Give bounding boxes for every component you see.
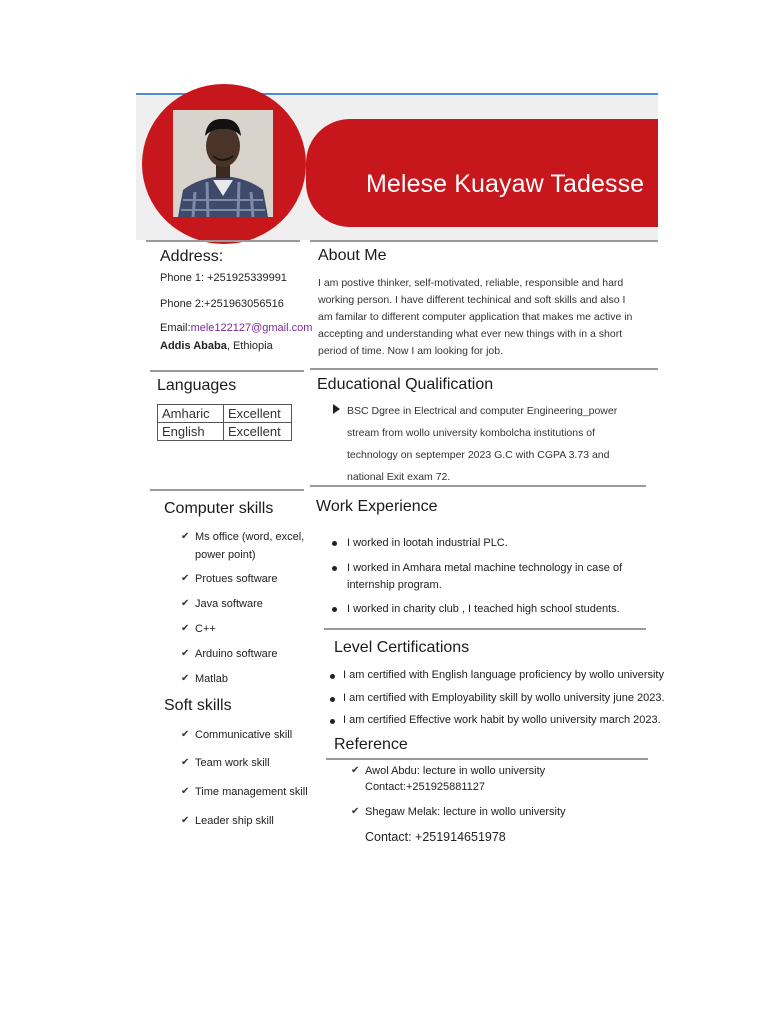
work-rule xyxy=(310,485,646,487)
education-line: technology on septemper 2023 G.C with CGPA 3.73 and xyxy=(347,449,610,461)
address-heading: Address: xyxy=(160,248,224,265)
certifications-rule xyxy=(324,628,646,630)
check-icon: ✔ xyxy=(181,786,190,797)
list-item: Communicative skill xyxy=(195,729,293,741)
check-icon: ✔ xyxy=(181,531,190,542)
check-icon: ✔ xyxy=(181,673,190,684)
bullet-dot-icon xyxy=(330,674,335,679)
languages-table xyxy=(157,404,292,441)
language-level: Excellent xyxy=(224,405,292,423)
list-item: internship program. xyxy=(347,579,442,591)
language-name: Amharic xyxy=(158,405,224,423)
table-row xyxy=(158,423,292,441)
list-item: Shegaw Melak: lecture in wollo university xyxy=(365,806,566,818)
list-item: Ms office (word, excel, xyxy=(195,531,305,543)
list-item: C++ xyxy=(195,623,216,635)
check-icon: ✔ xyxy=(181,598,190,609)
list-item: Contact: +251914651978 xyxy=(365,830,506,844)
check-icon: ✔ xyxy=(181,815,190,826)
list-item: Team work skill xyxy=(195,757,270,769)
education-line: stream from wollo university kombolcha institutions of xyxy=(347,427,596,439)
address-rule xyxy=(146,240,300,242)
bullet-dot-icon xyxy=(330,697,335,702)
about-line: am familar to different computer application that makes me active in xyxy=(318,311,633,323)
list-item: Time management skill xyxy=(195,786,308,798)
bullet-dot-icon xyxy=(332,566,337,571)
about-text xyxy=(318,275,648,360)
list-item: Leader ship skill xyxy=(195,815,274,827)
education-text xyxy=(347,400,646,488)
certifications-heading: Level Certifications xyxy=(334,639,470,656)
list-item: Arduino software xyxy=(195,648,278,660)
language-name: English xyxy=(158,423,224,441)
soft-skills-heading: Soft skills xyxy=(164,697,232,714)
bullet-dot-icon xyxy=(330,719,335,724)
about-rule xyxy=(310,240,658,242)
work-heading: Work Experience xyxy=(316,498,438,515)
list-item: Protues software xyxy=(195,573,278,585)
list-item: I am certified Effective work habit by wollo university march 2023. xyxy=(343,714,661,726)
languages-rule xyxy=(150,370,304,372)
person-name: Melese Kuayaw Tadesse xyxy=(366,170,645,198)
languages-heading: Languages xyxy=(157,377,237,394)
education-heading: Educational Qualification xyxy=(317,376,494,393)
phone-1: Phone 1: +251925339991 xyxy=(160,272,287,284)
email-label: Email: xyxy=(160,322,191,334)
city: Addis Ababa xyxy=(160,340,227,352)
reference-rule xyxy=(326,758,648,760)
check-icon: ✔ xyxy=(181,648,190,659)
about-line: I am postive thinker, self-motivated, reliable, responsible and hard xyxy=(318,277,624,289)
education-rule xyxy=(310,368,658,370)
table-row xyxy=(158,405,292,423)
email-line xyxy=(160,322,312,334)
education-line: national Exit exam 72. xyxy=(347,471,451,483)
list-item: I worked in Amhara metal machine technology in case of xyxy=(347,562,623,574)
computer-skills-heading: Computer skills xyxy=(164,500,274,517)
about-line: period of time. Now I am looking for job. xyxy=(318,345,504,357)
check-icon: ✔ xyxy=(351,765,360,776)
check-icon: ✔ xyxy=(181,573,190,584)
education-line: BSC Dgree in Electrical and computer Engineering_power xyxy=(347,405,618,417)
check-icon: ✔ xyxy=(351,806,360,817)
check-icon: ✔ xyxy=(181,623,190,634)
triangle-bullet-icon xyxy=(333,404,340,414)
person-photo-icon xyxy=(173,110,273,217)
computer-skills-rule xyxy=(150,489,304,491)
list-item: I am certified with Employability skill by wollo university june 2023. xyxy=(343,692,665,704)
list-item: I am certified with English language proficiency by wollo university xyxy=(343,669,664,681)
about-heading: About Me xyxy=(318,247,387,264)
list-item: I worked in charity club , I teached high school students. xyxy=(347,603,620,615)
bullet-dot-icon xyxy=(332,607,337,612)
about-line: accepting and understanding what ever new things with in a short xyxy=(318,328,623,340)
list-item: power point) xyxy=(195,549,256,561)
about-line: working person. I have different techinical and soft skills and also I xyxy=(318,294,626,306)
email-link[interactable]: mele122127@gmail.com xyxy=(190,322,313,334)
profile-photo xyxy=(173,110,273,217)
list-item: Awol Abdu: lecture in wollo university xyxy=(365,765,546,777)
list-item: Java software xyxy=(195,598,263,610)
reference-heading: Reference xyxy=(334,736,408,753)
language-level: Excellent xyxy=(224,423,292,441)
list-item: Matlab xyxy=(195,673,229,685)
list-item: I worked in lootah industrial PLC. xyxy=(347,537,508,549)
phone-2: Phone 2:+251963056516 xyxy=(160,298,284,310)
check-icon: ✔ xyxy=(181,757,190,768)
list-item: Contact:+251925881127 xyxy=(365,781,485,793)
bullet-dot-icon xyxy=(332,541,337,546)
location xyxy=(160,340,273,352)
check-icon: ✔ xyxy=(181,729,190,740)
country: , Ethiopia xyxy=(226,340,273,352)
